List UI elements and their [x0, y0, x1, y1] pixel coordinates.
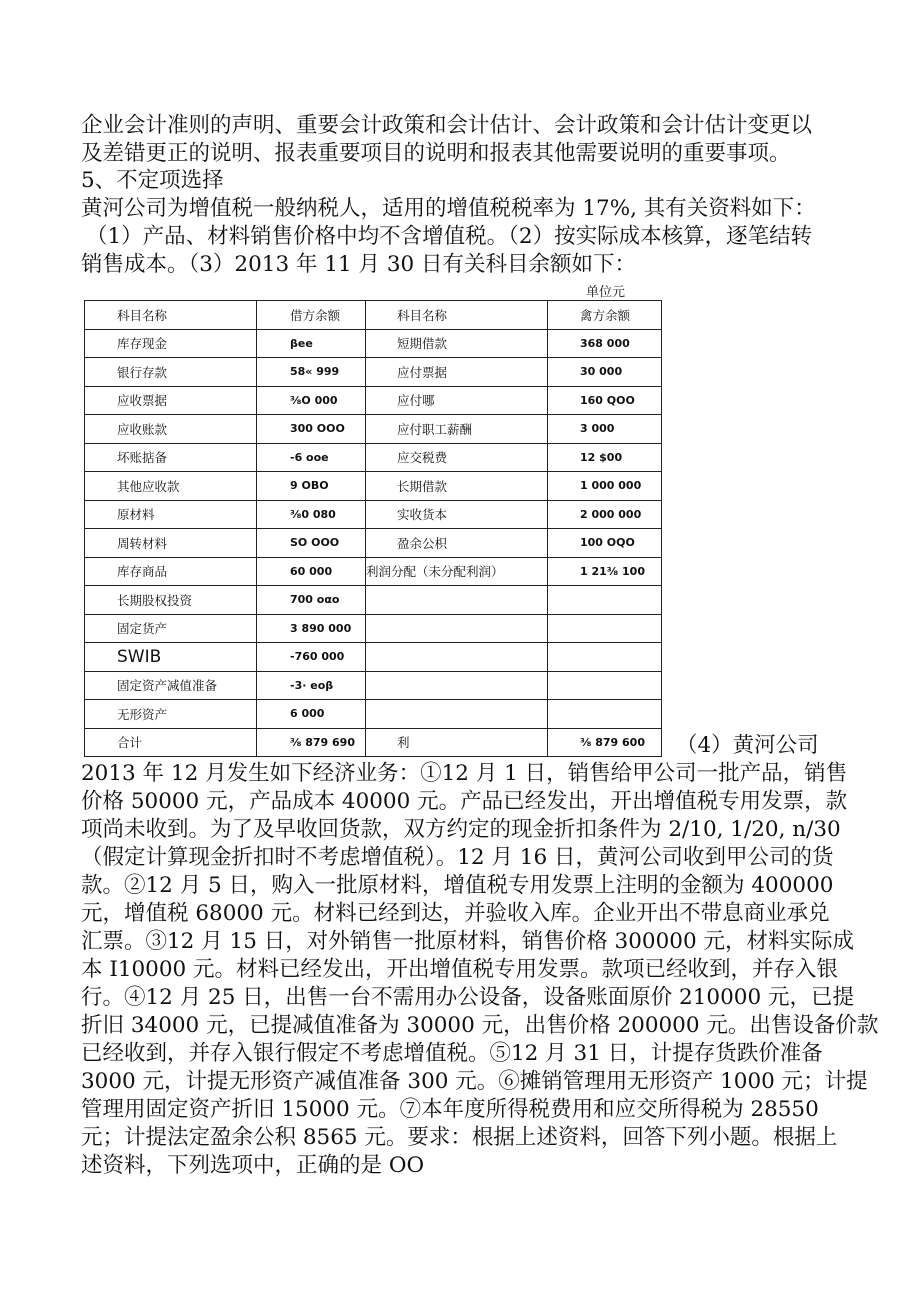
paragraph-body-line: 3000 元，计提无形资产减值准备 300 元。⑥摊销管理用无形资产 1000 元；计提 — [81, 1069, 868, 1094]
credit-balance-cell — [548, 614, 662, 643]
paragraph-line-5: （1）产品、材料销售价格中均不含增值税。（2）按实际成本核算，逐笔结转 — [86, 224, 813, 249]
credit-balance-cell — [548, 643, 662, 672]
debit-account-cell: 周转材料 — [85, 529, 257, 558]
paragraph-body-line: 元；计提法定盈余公积 8565 元。要求：根据上述资料，回答下列小题。根据上 — [81, 1125, 838, 1150]
paragraph-body-line: 项尚未收到。为了及早收回货款，双方约定的现金折扣条件为 2/10, 1/20, n/30 — [81, 817, 841, 842]
header-cell: 借方余额 — [257, 301, 366, 330]
debit-account-cell: 库存商品 — [85, 557, 257, 586]
debit-balance-cell: βee — [257, 329, 366, 358]
balance-table — [84, 300, 662, 757]
credit-balance-cell: 2 000 000 — [548, 500, 662, 529]
debit-balance-cell: 60 000 — [257, 557, 366, 586]
credit-account-cell — [366, 586, 548, 615]
credit-balance-cell: 100 OQO — [548, 529, 662, 558]
debit-account-cell: 应收账款 — [85, 415, 257, 444]
table-header-row — [85, 301, 662, 330]
table-row — [85, 614, 662, 643]
table-row — [85, 643, 662, 672]
table-row — [85, 500, 662, 529]
table-row — [85, 529, 662, 558]
credit-account-cell: 应付票据 — [366, 358, 548, 387]
credit-account-cell: 长期借款 — [366, 472, 548, 501]
paragraph-body-line: 折旧 34000 元，已提减值准备为 30000 元，出售价格 200000 元。出售设备价款 — [81, 1013, 879, 1038]
paragraph-body-line: 行。④12 月 25 日，出售一台不需用办公设备，设备账面原价 210000 元，已提 — [81, 985, 854, 1010]
table-row — [85, 443, 662, 472]
paragraph-body-line: 述资料，下列选项中，正确的是 OO — [81, 1153, 425, 1178]
paragraph-line-1: 企业会计准则的声明、重要会计政策和会计估计、会计政策和会计估计变更以 — [81, 113, 813, 138]
header-cell: 禽方余额 — [548, 301, 662, 330]
header-cell: 科目名称 — [366, 301, 548, 330]
credit-balance-cell — [548, 586, 662, 615]
credit-balance-cell: 368 000 — [548, 329, 662, 358]
debit-account-cell: 固定货产 — [85, 614, 257, 643]
debit-balance-cell: SO OOO — [257, 529, 366, 558]
debit-balance-cell: -760 000 — [257, 643, 366, 672]
debit-balance-cell: 6 000 — [257, 700, 366, 729]
credit-account-cell — [366, 643, 548, 672]
paragraph-body-line: 汇票。③12 月 15 日，对外销售一批原材料，销售价格 300000 元，材料实际成 — [81, 929, 854, 954]
credit-balance-cell: 3 000 — [548, 415, 662, 444]
credit-balance-cell: 160 QOO — [548, 386, 662, 415]
paragraph-body-line: （假定计算现金折扣时不考虑增值税）。12 月 16 日，黄河公司收到甲公司的货 — [81, 845, 834, 870]
paragraph-body-line: 管理用固定资产折旧 15000 元。⑦本年度所得税费用和应交所得税为 28550 — [81, 1097, 819, 1122]
table-row — [85, 728, 662, 757]
table-row — [85, 358, 662, 387]
debit-account-cell: 合计 — [85, 728, 257, 757]
credit-account-cell: 应付哪 — [366, 386, 548, 415]
table-row — [85, 700, 662, 729]
debit-account-cell: 无形资产 — [85, 700, 257, 729]
debit-balance-cell: 9 OBO — [257, 472, 366, 501]
debit-balance-cell: 700 oαo — [257, 586, 366, 615]
header-cell: 科目名称 — [85, 301, 257, 330]
table-row — [85, 415, 662, 444]
debit-balance-cell: ⅜O 000 — [257, 386, 366, 415]
debit-balance-cell: -6 ooe — [257, 443, 366, 472]
credit-balance-cell — [548, 700, 662, 729]
table-unit-label: 单位元 — [586, 285, 626, 300]
debit-account-cell: 应收票据 — [85, 386, 257, 415]
credit-account-cell: 利 — [366, 728, 548, 757]
credit-account-cell: 应交税费 — [366, 443, 548, 472]
debit-account-cell: 固定资产减值准备 — [85, 671, 257, 700]
credit-account-cell: 利润分配（未分配利润） — [366, 557, 548, 586]
paragraph-body-line: 2013 年 12 月发生如下经济业务：①12 月 1 日，销售给甲公司一批产品，销售 — [81, 761, 848, 786]
paragraph-body-line: 价格 50000 元，产品成本 40000 元。产品已经发出，开出增值税专用发票，款 — [81, 789, 848, 814]
paragraph-line-6: 销售成本。（3）2013 年 11 月 30 日有关科目余额如下： — [81, 252, 637, 277]
paragraph-body-line: 款。②12 月 5 日，购入一批原材料，增值税专用发票上注明的金额为 400000 — [81, 873, 834, 898]
credit-balance-cell: 30 000 — [548, 358, 662, 387]
credit-account-cell: 实收货本 — [366, 500, 548, 529]
table-row — [85, 386, 662, 415]
table-row — [85, 557, 662, 586]
debit-balance-cell: 3 890 000 — [257, 614, 366, 643]
debit-account-cell: 原材料 — [85, 500, 257, 529]
paragraph-body-line: 元，增值税 68000 元。材料已经到达，并验收入库。企业开出不带息商业承兑 — [81, 901, 830, 926]
debit-account-cell: 坏账掂备 — [85, 443, 257, 472]
paragraph-line-2: 及差错更正的说明、报表重要项目的说明和报表其他需要说明的重要事项。 — [81, 141, 791, 166]
section-heading: 5、不定项选择 — [81, 168, 224, 193]
credit-account-cell: 应付职工薪酬 — [366, 415, 548, 444]
credit-account-cell — [366, 614, 548, 643]
paragraph-body-line: 本 I10000 元。材料已经发出，开出增值税专用发票。款项已经收到，并存入银 — [81, 957, 839, 982]
paragraph-line-4: 黄河公司为增值税一般纳税人，适用的增值税税率为 17%, 其有关资料如下： — [81, 196, 816, 221]
credit-balance-cell: 1 000 000 — [548, 472, 662, 501]
debit-account-cell: SWIB — [85, 643, 257, 672]
table-row — [85, 472, 662, 501]
paragraph-body-line: 已经收到，并存入银行假定不考虑增值税。⑤12 月 31 日，计提存货跌价准备 — [81, 1041, 823, 1066]
debit-account-cell: 长期股权投资 — [85, 586, 257, 615]
credit-account-cell: 短期借款 — [366, 329, 548, 358]
table-row — [85, 329, 662, 358]
debit-balance-cell: -3· eoβ — [257, 671, 366, 700]
credit-account-cell: 盈余公枳 — [366, 529, 548, 558]
credit-balance-cell: 1 21⅜ 100 — [548, 557, 662, 586]
debit-balance-cell: ⅜ 879 690 — [257, 728, 366, 757]
debit-account-cell: 库存现金 — [85, 329, 257, 358]
debit-balance-cell: 300 OOO — [257, 415, 366, 444]
credit-balance-cell: 12 $00 — [548, 443, 662, 472]
paragraph-inline-4: （4）黄河公司 — [676, 733, 819, 758]
credit-balance-cell: ⅜ 879 600 — [548, 728, 662, 757]
debit-balance-cell: ⅜0 080 — [257, 500, 366, 529]
debit-account-cell: 银行存款 — [85, 358, 257, 387]
debit-account-cell: 其他应收款 — [85, 472, 257, 501]
credit-balance-cell — [548, 671, 662, 700]
credit-account-cell — [366, 700, 548, 729]
table-row — [85, 586, 662, 615]
credit-account-cell — [366, 671, 548, 700]
debit-balance-cell: 58« 999 — [257, 358, 366, 387]
table-row — [85, 671, 662, 700]
